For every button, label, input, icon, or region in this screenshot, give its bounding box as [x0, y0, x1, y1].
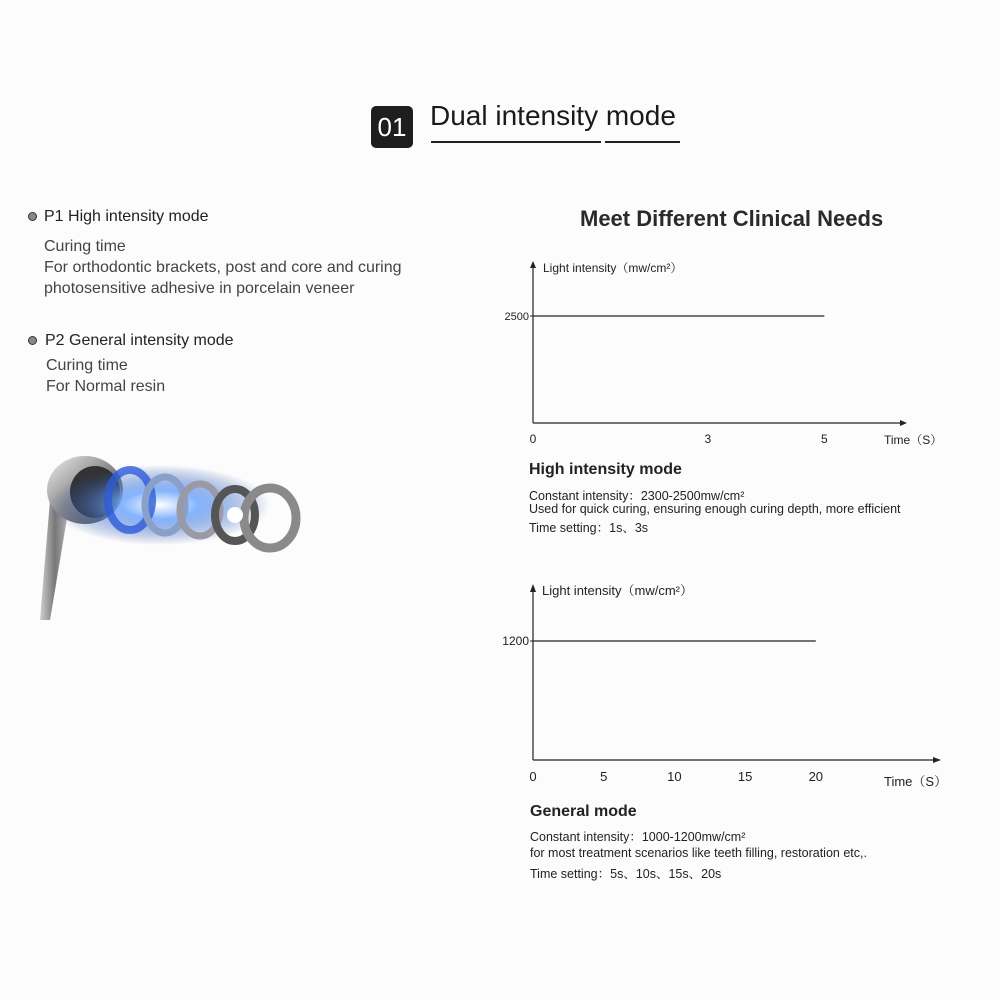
x-tick-label: 15 — [737, 769, 753, 784]
y-axis-arrow — [530, 584, 536, 592]
y-axis-label: Light intensity（mw/cm²） — [543, 261, 683, 275]
desc-line: Constant intensity：1000-1200mw/cm² — [530, 830, 746, 844]
section-title: Dual intensity mode — [430, 100, 676, 131]
p1-mode-line: For orthodontic brackets, post and core and curing — [44, 259, 402, 276]
desc-line: Used for quick curing, ensuring enough curing depth, more efficient — [529, 502, 901, 516]
high-intensity-chart — [490, 250, 950, 460]
general-intensity-chart — [490, 575, 960, 795]
desc-line: for most treatment scenarios like teeth filling, restoration etc,. — [530, 846, 867, 860]
desc-title: High intensity mode — [529, 461, 682, 478]
chart-heading: Meet Different Clinical Needs — [580, 206, 884, 231]
desc-title: General mode — [530, 803, 637, 820]
x-tick-label: 3 — [704, 432, 712, 446]
desc-line: Constant intensity：2300-2500mw/cm² — [529, 489, 745, 503]
x-tick-label: 0 — [529, 432, 537, 446]
title-underline-secondary — [605, 141, 680, 143]
y-axis-label: Light intensity（mw/cm²） — [542, 583, 693, 598]
x-axis-arrow — [900, 420, 907, 426]
section-number-badge: 01 — [371, 106, 413, 148]
p2-mode-line: Curing time — [46, 357, 128, 374]
curing-light-device-image — [40, 430, 320, 630]
y-tick-label: 2500 — [504, 311, 529, 323]
p1-mode-title: P1 High intensity mode — [44, 208, 209, 225]
p2-mode-title: P2 General intensity mode — [45, 332, 234, 349]
p1-mode-line: photosensitive adhesive in porcelain veneer — [44, 280, 355, 297]
title-underline — [431, 141, 601, 143]
bullet-icon — [28, 336, 37, 345]
p1-mode-line: Curing time — [44, 238, 126, 255]
x-axis-arrow — [933, 757, 941, 763]
x-tick-label: 0 — [529, 769, 537, 784]
desc-line: Time setting：1s、3s — [529, 521, 649, 535]
x-tick-label: 20 — [808, 769, 824, 784]
x-axis-label: Time（S） — [884, 433, 943, 447]
bullet-icon — [28, 212, 37, 221]
p2-mode-line: For Normal resin — [46, 378, 166, 395]
y-axis-arrow — [530, 261, 536, 268]
x-tick-label: 5 — [820, 432, 828, 446]
desc-line: Time setting：5s、10s、15s、20s — [530, 867, 722, 881]
x-tick-label: 10 — [667, 769, 682, 784]
y-tick-label: 1200 — [502, 634, 529, 648]
x-axis-label: Time（S） — [884, 774, 948, 789]
x-tick-label: 5 — [600, 769, 608, 784]
